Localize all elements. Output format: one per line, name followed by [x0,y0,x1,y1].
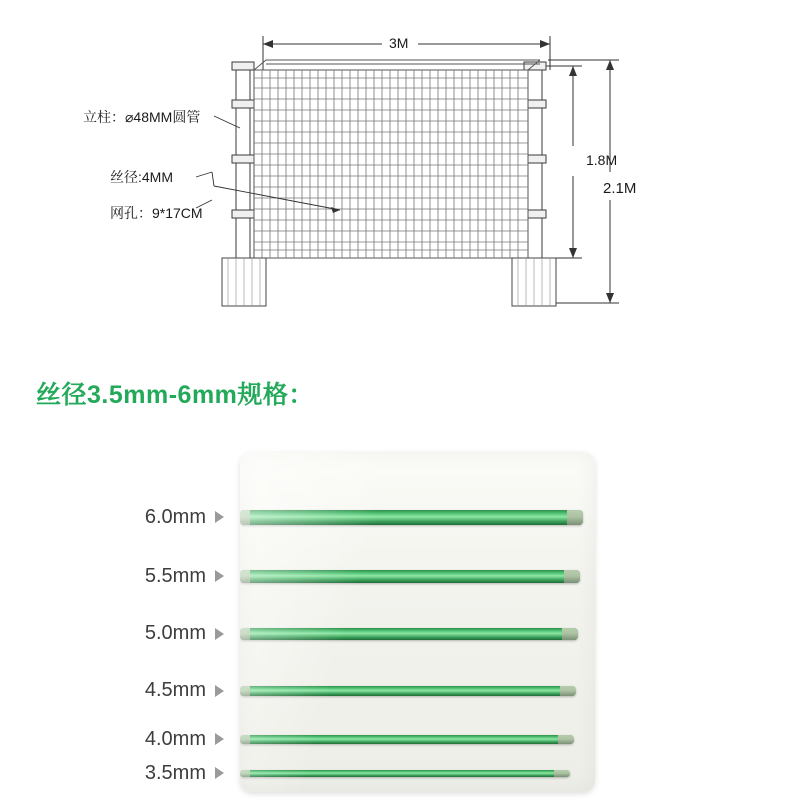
gauge-row [120,565,224,588]
label-post: 立柱：⌀48MM圆管 [83,109,201,125]
gauge-label: 3.5mm [144,761,206,784]
spec-heading: 丝径3.5mm-6mm规格： [36,381,314,409]
wire-sample [240,770,570,777]
arrow-right-icon [215,628,224,640]
arrow-right-icon [215,570,224,582]
gauge-row [120,622,224,645]
arrow-right-icon [215,685,224,697]
dimension-width: 3M [389,35,409,51]
wire-sample [240,628,578,640]
sample-board [240,452,595,792]
wire-sample [240,570,580,583]
left-footing [222,258,266,306]
arrow-right-icon [215,733,224,745]
gauge-label: 5.0mm [144,622,206,644]
wire-gauge-sample-section [0,430,790,809]
gauge-label: 5.5mm [144,564,206,587]
gauge-row [120,506,224,529]
left-post [232,62,254,261]
gauge-label: 4.0mm [144,727,206,750]
wire-sample [240,686,576,696]
gauge-label: 4.5mm [144,679,206,701]
arrow-right-icon [215,511,224,523]
label-mesh-hole: 网孔：9*17CM [110,205,203,221]
right-footing [512,258,556,306]
mesh-top-bend [254,60,540,70]
arrow-right-icon [215,767,224,779]
label-wire-diameter: 丝径:4MM [110,169,173,185]
wire-sample [240,510,583,525]
fence-technical-diagram [0,0,790,350]
dimension-total-height: 2.1M [603,180,637,197]
dimension-mesh-height: 1.8M [586,152,618,168]
mesh-panel [254,70,528,258]
gauge-row [120,679,224,702]
gauge-label: 6.0mm [144,505,206,528]
gauge-row [120,762,224,785]
gauge-row [120,728,224,751]
wire-sample [240,735,574,744]
